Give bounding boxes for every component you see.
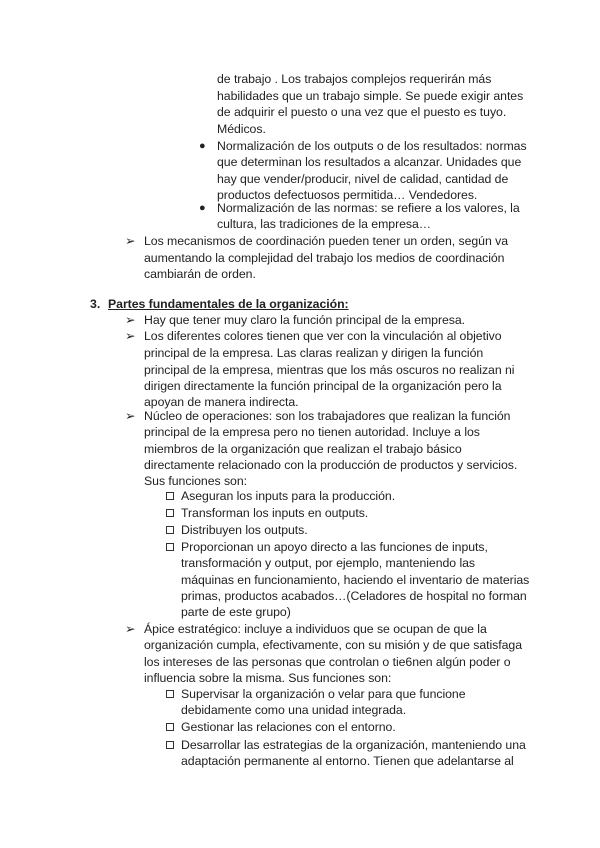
checkbox-icon <box>166 526 174 534</box>
text-line: Los mecanismos de coordinación pueden tener un orden, según va <box>144 234 509 248</box>
arrow-bullet-icon: ➢ <box>125 622 136 636</box>
text-line: hay que vender/producir, nivel de calidad, cantidad de <box>217 172 509 186</box>
text-line: de trabajo . Los trabajos complejos requerirán más <box>217 72 492 86</box>
text-line: dirigen directamente la función principal de la organización pero la <box>144 379 502 393</box>
list-item: Transforman los inputs en outputs. <box>181 506 369 520</box>
text-line: miembros de la organización que realizan el trabajo básico <box>144 442 462 456</box>
list-item: Distribuyen los outputs. <box>181 523 308 537</box>
list-item: parte de este grupo) <box>181 605 291 619</box>
text-line: Normalización de las normas: se refiere a los valores, la <box>217 201 520 215</box>
text-line: Médicos. <box>217 122 266 136</box>
arrow-bullet-icon: ➢ <box>125 409 136 423</box>
text-line: productos defectuosos permitida… Vendedores. <box>217 188 478 202</box>
text-line: principal de la empresa pero no tienen autoridad. Incluye a los <box>144 425 480 439</box>
text-line: principal de la empresa, mientras que los más oscuros no realizan ni <box>144 363 515 377</box>
arrow-bullet-icon: ➢ <box>125 329 136 343</box>
section-heading: Partes fundamentales de la organización: <box>108 297 349 311</box>
list-item: Aseguran los inputs para la producción. <box>181 489 396 503</box>
text-line: influencia sobre la misma. Sus funciones son: <box>144 671 392 685</box>
text-line: Hay que tener muy claro la función principal de la empresa. <box>144 313 466 327</box>
text-line: de adquirir el puesto o una vez que el puesto es tuyo. <box>217 105 507 119</box>
checkbox-icon <box>166 509 174 517</box>
section-number: 3. <box>90 297 101 311</box>
checkbox-icon <box>166 741 174 749</box>
bullet-icon: ● <box>199 202 206 214</box>
list-item: Proporcionan un apoyo directo a las funciones de inputs, <box>181 540 488 554</box>
list-item: debidamente como una unidad integrada. <box>181 703 407 717</box>
text-line: principal de la empresa. Las claras realizan y dirigen la función <box>144 346 484 360</box>
text-line: habilidades que un trabajo simple. Se puede exigir antes <box>217 89 524 103</box>
list-item: máquinas en funcionamiento, haciendo el inventario de materias <box>181 573 530 587</box>
list-item: transformación y output, por ejemplo, manteniendo las <box>181 556 476 570</box>
text-line: directamente relacionado con la producción de productos y servicios. <box>144 458 518 472</box>
list-item: primas, productos acabados…(Celadores de hospital no forman <box>181 589 527 603</box>
checkbox-icon <box>166 690 174 698</box>
checkbox-icon <box>166 723 174 731</box>
text-line: apoyan de manera indirecta. <box>144 395 299 409</box>
text-line: Núcleo de operaciones: son los trabajadores que realizan la función <box>144 409 511 423</box>
text-line: cultura, las tradiciones de la empresa… <box>217 217 432 231</box>
list-item: Desarrollar las estrategias de la organización, manteniendo una <box>181 738 526 752</box>
list-item: Supervisar la organización o velar para que funcione <box>181 687 466 701</box>
text-line: los intereses de las personas que controlan o tie6nen algún poder o <box>144 655 511 669</box>
bullet-icon: ● <box>199 140 206 152</box>
text-line: Sus funciones son: <box>144 474 248 488</box>
text-line: aumentando la complejidad del trabajo los medios de coordinación <box>144 251 505 265</box>
arrow-bullet-icon: ➢ <box>125 313 136 327</box>
text-line: cambiarán de orden. <box>144 267 256 281</box>
checkbox-icon <box>166 492 174 500</box>
text-line: organización cumpla, efectivamente, con su misión y de que satisfaga <box>144 638 523 652</box>
text-line: que determinan los resultados a alcanzar. Unidades que <box>217 155 522 169</box>
list-item: adaptación permanente al entorno. Tienen que adelantarse al <box>181 754 514 768</box>
arrow-bullet-icon: ➢ <box>125 234 136 248</box>
text-line: Normalización de los outputs o de los resultados: normas <box>217 139 527 153</box>
text-line: Ápice estratégico: incluye a individuos que se ocupan de que la <box>144 622 487 636</box>
list-item: Gestionar las relaciones con el entorno. <box>181 720 396 734</box>
checkbox-icon <box>166 543 174 551</box>
text-line: Los diferentes colores tienen que ver con la vinculación al objetivo <box>144 329 502 343</box>
